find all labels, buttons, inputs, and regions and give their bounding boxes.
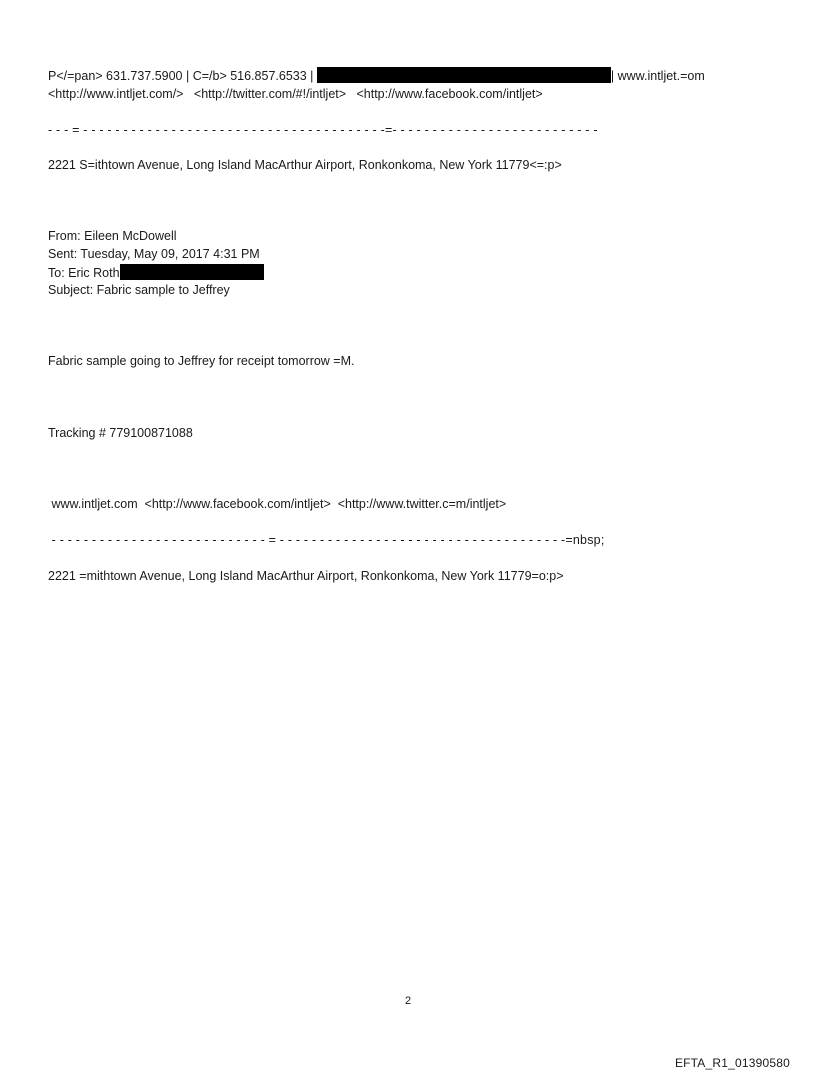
redaction-block xyxy=(317,67,611,83)
redaction-block xyxy=(120,264,264,280)
separator-line: - - - = - - - - - - - - - - - - - - - - - - - - - - - - - - - - - - - - - - - - - -=- - - - - - - - - - - - - - - - - - - - - - - - - - xyxy=(48,123,598,137)
email-to-text: To: Eric Roth xyxy=(48,266,120,280)
address-line: 2221 =mithtown Avenue, Long Island MacArthur Airport, Ronkonkoma, New York 11779=o:p> xyxy=(48,569,564,583)
phone-line-prefix: P</=pan> 631.737.5900 | C=/b> 516.857.6533 | xyxy=(48,69,317,83)
header-links-line: <http://www.intljet.com/> <http://twitter.com/#!/intljet> <http://www.facebook.com/intljet> xyxy=(48,87,543,101)
tracking-number: Tracking # 779100871088 xyxy=(48,426,193,440)
email-body-line: Fabric sample going to Jeffrey for receipt tomorrow =M. xyxy=(48,354,355,368)
footer-links-line: www.intljet.com <http://www.facebook.com/intljet> <http://www.twitter.c=m/intljet> xyxy=(48,497,507,511)
page-number: 2 xyxy=(404,995,412,1007)
bates-number: EFTA_R1_01390580 xyxy=(674,1056,790,1070)
email-subject: Subject: Fabric sample to Jeffrey xyxy=(48,283,230,297)
phone-line xyxy=(48,67,705,84)
email-to xyxy=(48,264,264,281)
email-from: From: Eileen McDowell xyxy=(48,229,177,243)
separator-line: - - - - - - - - - - - - - - - - - - - - - - - - - - - = - - - - - - - - - - - - - - - - - - - - - - - - - - - - - - - - - - - -=nbsp; xyxy=(48,533,605,547)
phone-line-suffix: | www.intljet.=om xyxy=(610,69,705,83)
email-sent: Sent: Tuesday, May 09, 2017 4:31 PM xyxy=(48,247,260,261)
address-line: 2221 S=ithtown Avenue, Long Island MacArthur Airport, Ronkonkoma, New York 11779<=:p> xyxy=(48,158,562,172)
